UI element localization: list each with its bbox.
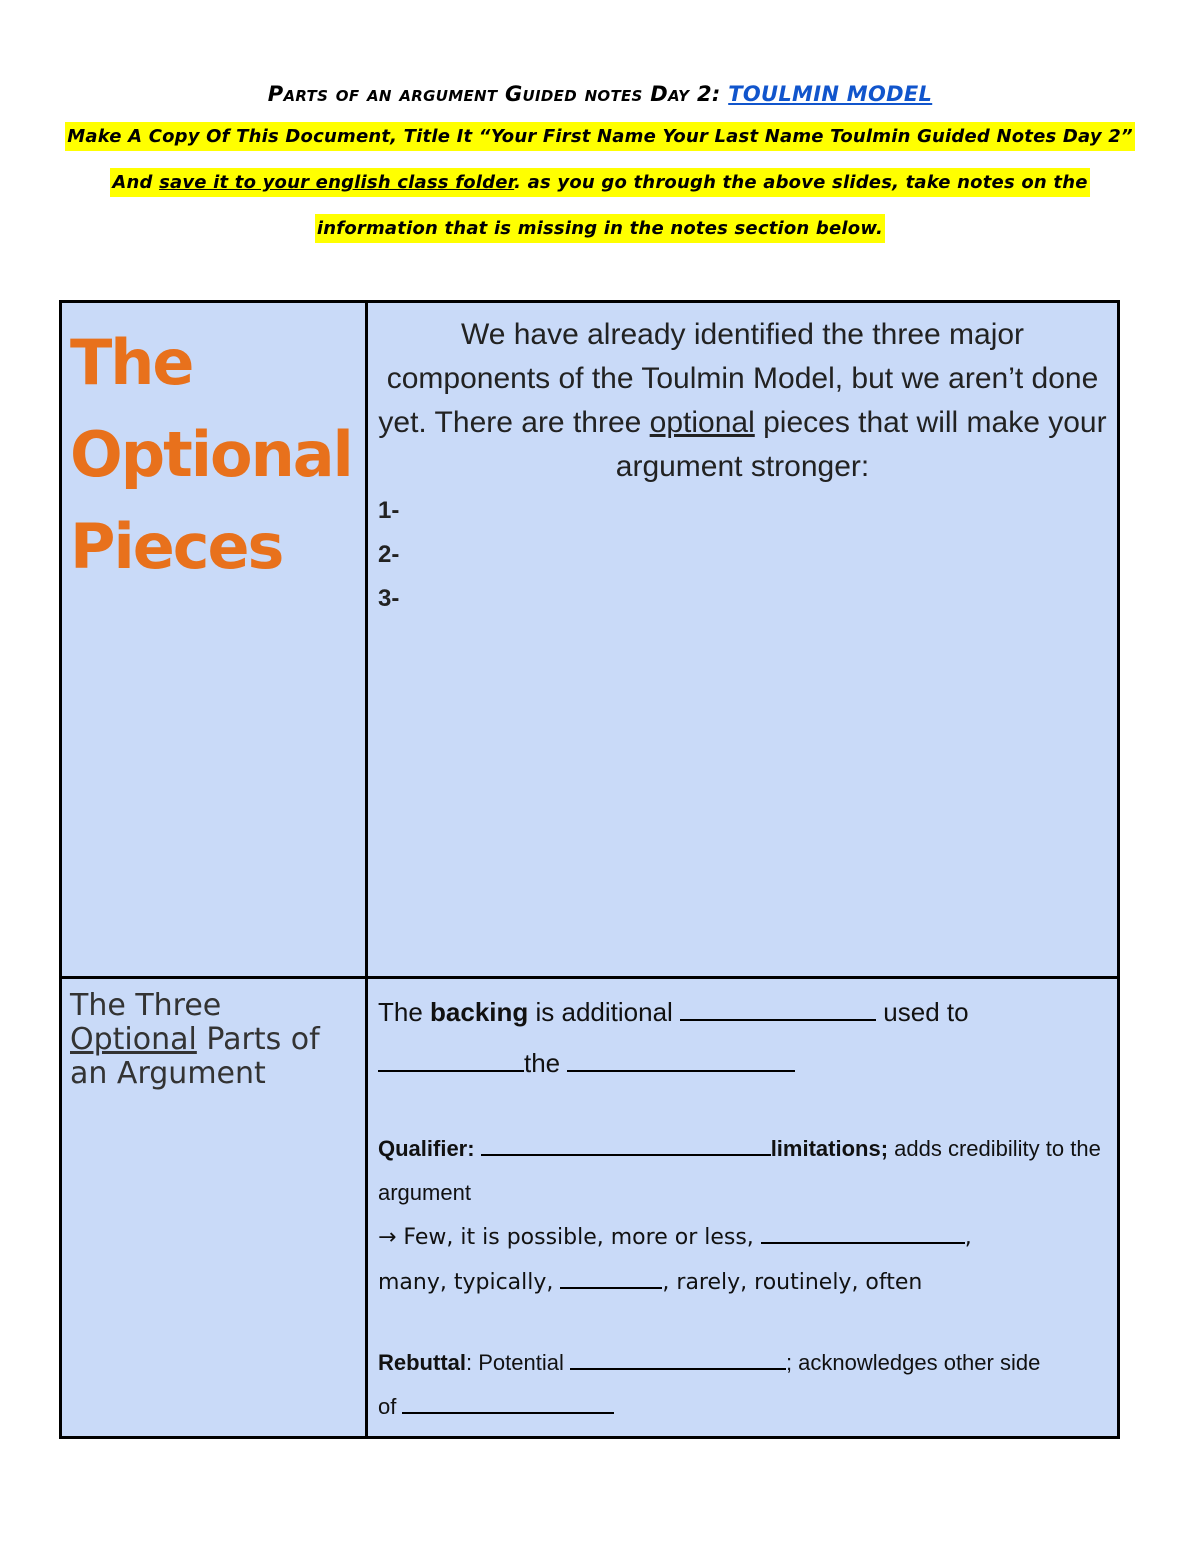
optional-pieces-heading bbox=[62, 303, 365, 593]
notes-table bbox=[59, 300, 1120, 1439]
qualifier-limitations: limitations; bbox=[770, 1136, 889, 1161]
qualifier-examples bbox=[378, 1215, 1107, 1305]
qualifier-examples-text: , bbox=[964, 1225, 972, 1250]
optional-pieces-notes-cell[interactable] bbox=[367, 302, 1119, 978]
heading-text: The Three bbox=[70, 988, 222, 1023]
intro-text-end: pieces that will make your argument stronger: bbox=[615, 406, 1107, 483]
qualifier-examples-text: , rarely, routinely, often bbox=[662, 1270, 923, 1295]
backing-definition bbox=[378, 987, 1107, 1089]
intro-underlined: optional bbox=[649, 406, 755, 439]
three-parts-content bbox=[368, 979, 1117, 1429]
fill-in-blank[interactable] bbox=[378, 1048, 524, 1072]
fill-in-blank[interactable] bbox=[402, 1390, 614, 1414]
document-header bbox=[60, 74, 1140, 252]
fill-in-blank[interactable] bbox=[761, 1220, 965, 1244]
optional-pieces-title-cell bbox=[61, 302, 367, 978]
instructions-text-1: Make A Copy Of This Document, Title It “Your First Name Your Last Name Toulmin Guided Notes Day 2” And bbox=[67, 126, 1133, 193]
heading-word: Pieces bbox=[70, 510, 283, 583]
save-folder-link[interactable]: save it to your english class folder bbox=[159, 172, 515, 193]
qualifier-examples-text: → Few, it is possible, more or less, bbox=[378, 1225, 761, 1250]
list-item[interactable]: 3- bbox=[378, 585, 400, 612]
list-item[interactable]: 1- bbox=[378, 497, 400, 524]
table-row bbox=[61, 302, 1119, 978]
qualifier-text: adds credibility to the argument bbox=[378, 1136, 1101, 1205]
rebuttal-text: : Potential bbox=[466, 1350, 570, 1375]
three-parts-notes-cell[interactable] bbox=[367, 978, 1119, 1438]
list-item[interactable]: 2- bbox=[378, 541, 400, 568]
rebuttal-text: of bbox=[378, 1394, 403, 1419]
qualifier-examples-text: many, typically, bbox=[378, 1270, 561, 1295]
heading-underlined: Optional bbox=[70, 1022, 197, 1057]
qualifier-definition bbox=[378, 1127, 1107, 1215]
toulmin-model-link[interactable]: TOULMIN MODEL bbox=[728, 82, 933, 106]
numbered-list bbox=[368, 489, 1117, 621]
backing-text: The bbox=[378, 997, 431, 1027]
three-parts-title-cell bbox=[61, 978, 367, 1438]
fill-in-blank[interactable] bbox=[570, 1346, 786, 1370]
intro-paragraph bbox=[368, 303, 1117, 489]
backing-text: is additional bbox=[528, 997, 681, 1027]
fill-in-blank[interactable] bbox=[560, 1265, 662, 1289]
instructions-text-2: . as you go through the above slides, take notes on the information that is missing in the notes section below. bbox=[316, 172, 1088, 239]
document-title bbox=[60, 74, 1140, 114]
intro-text: We have already identified the three major components of the Toulmin Model, but we aren’t done yet. There are three bbox=[378, 318, 1099, 439]
heading-word: The bbox=[70, 326, 193, 399]
instructions bbox=[60, 114, 1140, 252]
three-parts-heading bbox=[62, 979, 365, 1091]
rebuttal-term: Rebuttal bbox=[378, 1350, 466, 1375]
rebuttal-definition bbox=[378, 1341, 1107, 1429]
backing-text: the bbox=[524, 1048, 568, 1078]
fill-in-blank[interactable] bbox=[567, 1048, 795, 1072]
table-row bbox=[61, 978, 1119, 1438]
qualifier-term: Qualifier: bbox=[378, 1136, 481, 1161]
fill-in-blank[interactable] bbox=[680, 997, 876, 1021]
heading-word: Optional bbox=[70, 418, 352, 491]
heading-text-end: Parts of an Argument bbox=[70, 1022, 320, 1091]
fill-in-blank[interactable] bbox=[481, 1132, 771, 1156]
backing-term: backing bbox=[430, 997, 529, 1027]
rebuttal-text: ; acknowledges other side bbox=[785, 1350, 1041, 1375]
backing-text: used to bbox=[876, 997, 969, 1027]
title-text: Parts of an argument Guided notes Day 2: bbox=[267, 82, 721, 106]
